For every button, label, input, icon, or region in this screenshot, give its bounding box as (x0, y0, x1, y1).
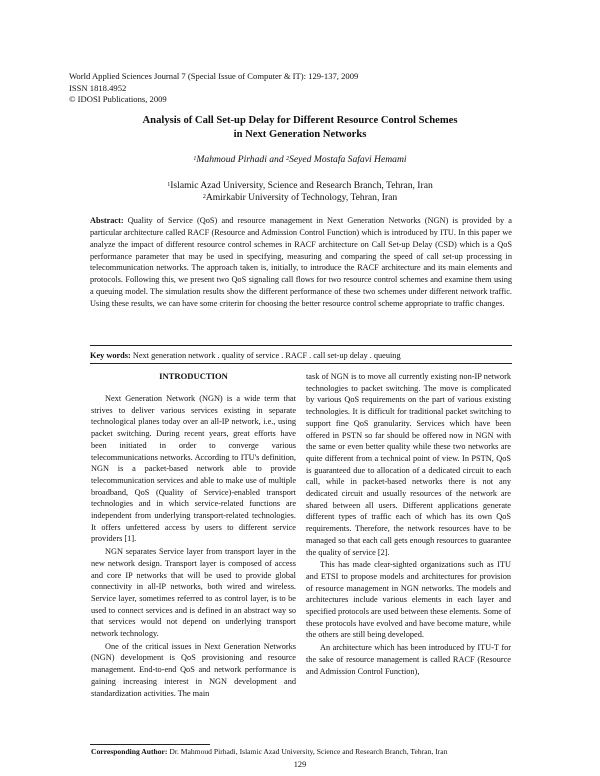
right-paragraph-1: task of NGN is to move all currently existing non-IP network technologies to packet switching. The move is complicated by various QoS requirements on the part of various existing technologies. It is difficult for traditional packet switching to support fine QoS granularity. Services which have been offered in PSTN so far should be offered now in NGN with the same or even better quality while these two networks are quite different from a technical point of view. In PSTN, QoS is guaranteed due to allocation of a dedicated circuit to each call, while in packet-based networks there is not any dedicated circuit and usually resources of the network are shared between all users. Different applications generate different types of traffic each of which has its own QoS requirements. Therefore, the network resources have to be managed so that each call gets enough resources to guarantee the quality of service [2]. (306, 372, 511, 557)
intro-paragraph-3: One of the critical issues in Next Generation Networks (NGN) development is QoS provisioning and resource management. End-to-end QoS and network performance is gaining increasing interest in NGN development and standardization activities. The main (91, 641, 296, 698)
keywords-top-rule (90, 345, 512, 346)
affiliation-2-superscript: 2 (202, 194, 206, 200)
keywords-bottom-rule (90, 363, 512, 364)
page-number: 129 (293, 760, 307, 769)
title-line-2: in Next Generation Networks (233, 128, 367, 140)
affiliations (60, 180, 540, 204)
corresponding-author-text: Dr. Mahmoud Pirhadi, Islamic Azad University, Science and Research Branch, Tehran, Iran (167, 747, 448, 756)
affiliation-2-text: Amirkabir University of Technology, Tehran, Iran (205, 192, 398, 203)
section-title-introduction: INTRODUCTION (159, 371, 228, 381)
author-2: Seyed Mostafa Safavi Hemami (289, 154, 407, 165)
affiliation-2 (60, 192, 540, 204)
right-paragraph-2: This has made clear-sighted organizations such as ITU and ETSI to propose models and architectures for provision of resource management in NGN networks. The models and architectures include various elements in each layer and specified protocols are used between these elements. Some of these protocols have evolved and have become mature, while the others are still being developed. (306, 560, 511, 640)
journal-header (69, 71, 358, 106)
abstract (90, 215, 512, 310)
abstract-label: Abstract: (90, 216, 124, 225)
author1-superscript: 1 (193, 156, 197, 162)
intro-paragraph-1: Next Generation Network (NGN) is a wide term that strives to deliver various services existing in separate technological planes today over an all-IP network, i.e., using packet switching. During recent years, great efforts have been initiated in order to converge various telecommunications networks. According to ITU's definition, NGN is a packet-based network able to provide telecommunication services and able to make use of multiple broadband, QoS (Quality of Service)-enabled transport technologies and in which service-related functions are independent from underlying transport-related technologies. It offers unfettered access by users to different service providers [1]. (91, 394, 296, 544)
affiliation-1-text: Islamic Azad University, Science and Research Branch, Tehran, Iran (170, 180, 433, 191)
journal-citation: World Applied Sciences Journal 7 (Special Issue of Computer & IT): 129-137, 2009 (69, 71, 359, 81)
intro-paragraph-2: NGN separates Service layer from transport layer in the new network design. Transport layer is composed of access and core IP networks that will be used to provide global connectivity in all-IP networks, both wired and wireless. Service layer, sometimes referred to as control layer, is to be used to connect services and is defined in an abstract way so that services would not depend on underlying transport network technology. (91, 547, 296, 639)
corresponding-author-label: Corresponding Author: (91, 747, 168, 756)
author-list (60, 154, 540, 166)
author2-superscript: 2 (286, 156, 290, 162)
title-line-1: Analysis of Call Set-up Delay for Different Resource Control Schemes (142, 115, 458, 126)
footnote-rule (90, 744, 210, 745)
right-paragraph-3: An architecture which has been introduced by ITU-T for the sake of resource management is called RACF (Resource and Admission Control Function), (306, 643, 511, 676)
right-column (306, 371, 511, 677)
issn: ISSN 1818.4952 (69, 82, 127, 93)
paper-title (60, 114, 540, 141)
affiliation-1 (60, 180, 540, 192)
copyright: © IDOSI Publications, 2009 (69, 94, 167, 104)
keywords (90, 350, 520, 361)
corresponding-author (91, 747, 531, 757)
author-1: Mahmoud Pirhadi and (196, 154, 287, 165)
left-column (91, 371, 296, 699)
affiliation-1-superscript: 1 (167, 182, 171, 188)
keywords-text: Next generation network . quality of service . RACF . call set-up delay . queuing (130, 351, 401, 360)
abstract-text: Quality of Service (QoS) and resource management in Next Generation Networks (NGN) is provided by a particular architecture called RACF (Resource and Admission Control Function) which is introduced by ITU. In this paper we analyze the impact of different resource control schemes in RACF architecture on Call Set-up Delay (CSD) which is a QoS performance parameter that may be used in specifying, measuring and comparing the speed of call set-up processing in telecommunication networks. The approach taken is, initially, to introduce the RACF architecture and its main elements and protocols. Following this, we present two QoS signaling call flows for two resource control schemes and examine them using a queuing model. The simulation results show the different performance of these two schemes under different network traffic. Using these results, we can have some criterin for choosing the better resource control scheme appropriate to traffic changes. (90, 216, 512, 308)
keywords-label: Key words: (90, 351, 131, 360)
